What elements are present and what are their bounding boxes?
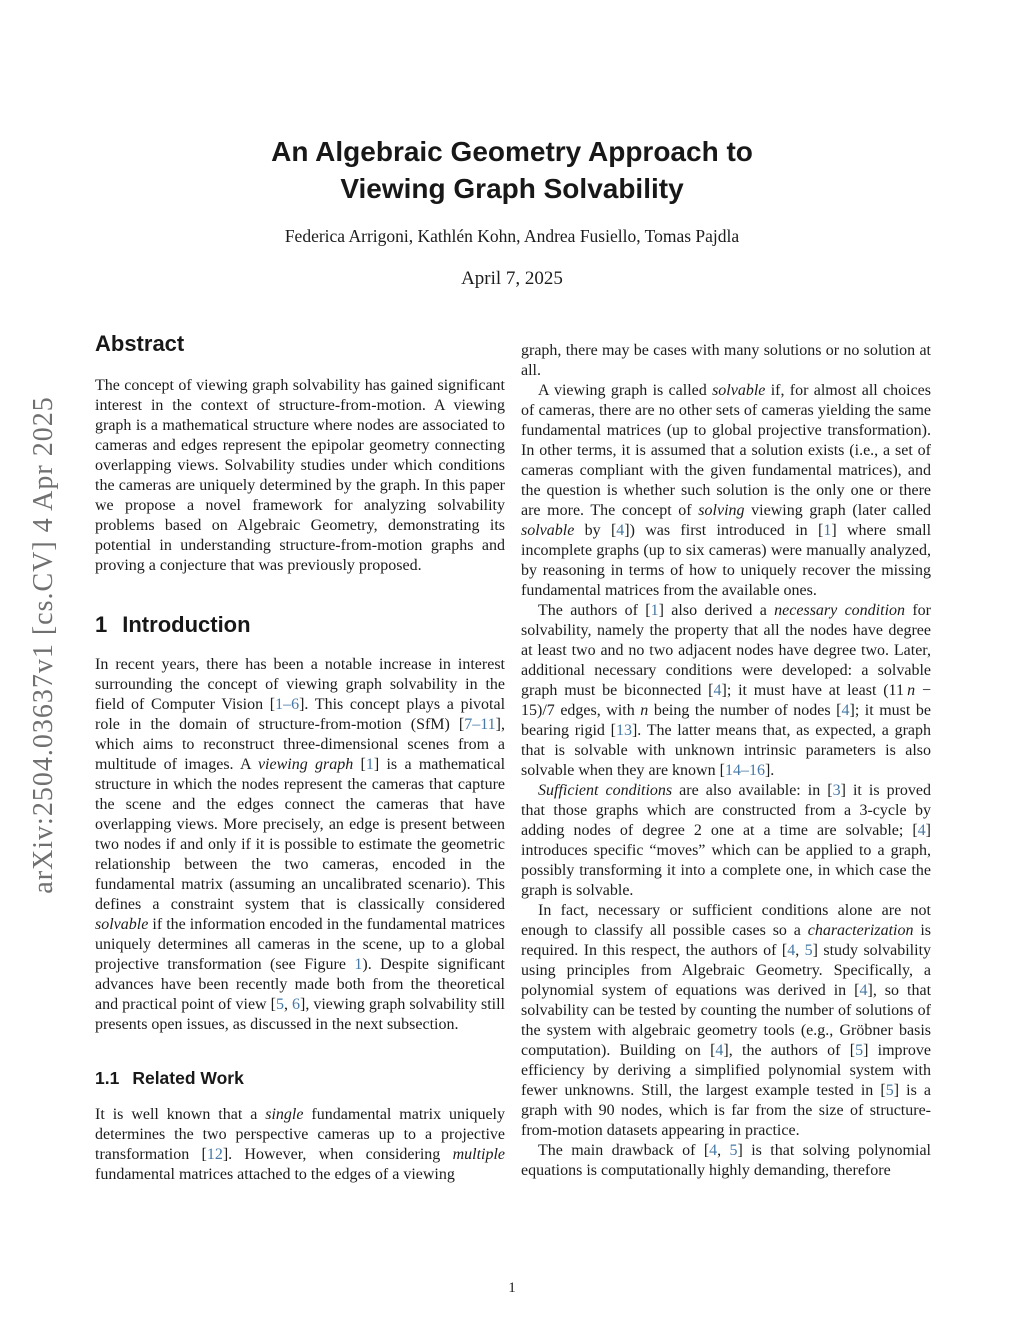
body-text: by [ — [574, 522, 617, 539]
body-text: ] introduces specific “moves” which can be applied to a graph, possibly transforming it into a complete one, in which case the graph is solvable. — [521, 822, 931, 899]
body-text: The main drawback of [ — [538, 1142, 710, 1159]
citation-link[interactable]: 4 — [616, 522, 625, 539]
paragraph — [521, 901, 931, 1141]
right-column — [521, 331, 931, 1185]
body-text: ] also derived a — [658, 602, 775, 619]
body-text: being the number of nodes [ — [648, 702, 842, 719]
two-column-body — [95, 331, 931, 1185]
paper-title — [0, 133, 1024, 207]
italic-text: solvable — [95, 916, 149, 933]
body-text: The concept of viewing graph solvability has gained significant interest in the context of structure-from-motion. A viewing graph is a mathematical structure where nodes are associated to cameras and edges represent the epipolar geometry connecting overlapping views. Solvability studies under which conditions the cameras are uniquely determined by the graph. In this paper we propose a novel framework for analyzing solvability problems based on Algebraic Geometry, demonstrating its potential in understanding structure-from-motion graphs and proving a conjecture that was previously proposed. — [95, 377, 505, 574]
body-text: fundamental matrices attached to the edges of a viewing — [95, 1166, 455, 1183]
paper-title-line-1: An Algebraic Geometry Approach to — [271, 136, 753, 167]
section-1-number: 1 — [95, 612, 108, 637]
section-1-1-title: Related Work — [132, 1068, 244, 1088]
italic-text: characterization — [807, 922, 914, 939]
citation-link[interactable]: 1 — [365, 756, 374, 773]
citation-link[interactable]: 1 — [354, 956, 363, 973]
introduction-paragraph — [95, 655, 505, 1035]
body-text: ). Despite significant advances have been recently made both from the theoretical and practical point of view [ — [95, 956, 505, 1013]
body-text: ] is that solving polynomial equations is computationally highly demanding, therefore — [521, 1142, 931, 1179]
citation-link[interactable]: 4 — [787, 942, 796, 959]
citation-link[interactable]: 4 — [859, 982, 868, 999]
body-text: ], so that solvability can be tested by counting the number of solutions of the system with algebraic geometry tools (e.g., Gröbner basis computation). Building on [ — [521, 982, 932, 1059]
body-text: − 15)/7 edges, with — [521, 682, 931, 719]
body-text: , — [283, 996, 292, 1013]
citation-link[interactable]: 4 — [841, 702, 850, 719]
body-text: ] is a graph with 90 nodes, which is far from the size of structure-from-motion datasets appearing in practice. — [521, 1082, 931, 1139]
body-text: [ — [353, 756, 366, 773]
italic-text: solvable — [521, 522, 575, 539]
body-text: if the information encoded in the fundamental matrices uniquely determines all cameras in the scene, up to a global projective transformation (see Figure — [95, 916, 505, 973]
citation-link[interactable]: 1–6 — [275, 696, 300, 713]
paragraph — [521, 381, 931, 601]
paragraph — [521, 601, 931, 781]
body-text: ], viewing graph solvability still presents open issues, as discussed in the next subsection. — [95, 996, 505, 1033]
citation-link[interactable]: 5 — [855, 1042, 864, 1059]
body-text: ]. This concept plays a pivotal role in the domain of structure-from-motion (SfM) [ — [95, 696, 506, 733]
body-text: , — [795, 942, 805, 959]
citation-link[interactable]: 5 — [885, 1082, 894, 1099]
citation-link[interactable]: 1 — [823, 522, 832, 539]
citation-link[interactable]: 13 — [615, 722, 632, 739]
body-text: fundamental matrix uniquely determines the two perspective cameras up to a projective transformation [ — [95, 1106, 505, 1163]
citation-link[interactable]: 4 — [709, 1142, 718, 1159]
citation-link[interactable]: 5 — [275, 996, 284, 1013]
citation-link[interactable]: 3 — [832, 782, 841, 799]
body-text: The authors of [ — [538, 602, 651, 619]
section-1-heading — [95, 612, 505, 638]
paragraph — [521, 341, 931, 381]
left-column — [95, 331, 505, 1185]
body-text: ] study solvability using principles from Algebraic Geometry. Specifically, a polynomial system of equations was derived in [ — [521, 942, 932, 999]
body-text: In recent years, there has been a notable increase in interest surrounding the concept of viewing graph solvability in the field of Computer Vision [ — [95, 656, 505, 713]
paper-authors: Federica Arrigoni, Kathlén Kohn, Andrea Fusiello, Tomas Pajdla — [284, 226, 740, 246]
italic-text: viewing graph — [257, 756, 354, 773]
paragraph — [521, 1141, 931, 1181]
body-text: viewing graph (later called — [744, 502, 932, 519]
citation-link[interactable]: 6 — [292, 996, 300, 1013]
citation-link[interactable]: 7–11 — [464, 716, 496, 733]
body-text: ]; it must have at least (11 — [721, 682, 908, 699]
italic-text: solving — [698, 502, 745, 519]
body-text: are also available: in [ — [672, 782, 833, 799]
citation-link[interactable]: 5 — [804, 942, 813, 959]
paper-title-line-2: Viewing Graph Solvability — [340, 173, 684, 204]
body-text: A viewing graph is called — [538, 382, 713, 399]
paper-date: April 7, 2025 — [461, 268, 563, 289]
citation-link[interactable]: 4 — [713, 682, 722, 699]
body-text: ]. — [764, 762, 775, 779]
body-text: is required. In this respect, the authors of [ — [521, 922, 932, 959]
italic-text: n — [640, 702, 649, 719]
citation-link[interactable]: 14–16 — [724, 762, 765, 779]
citation-link[interactable]: 12 — [206, 1146, 223, 1163]
italic-text: multiple — [452, 1146, 505, 1163]
body-text: ], the authors of [ — [723, 1042, 856, 1059]
body-text: graph, there may be cases with many solutions or no solution at all. — [521, 342, 931, 379]
body-text: It is well known that a — [95, 1106, 266, 1123]
body-text: ]) was first introduced in [ — [624, 522, 824, 539]
abstract-paragraph — [95, 376, 505, 576]
page-number: 1 — [508, 1280, 516, 1296]
paragraph — [521, 781, 931, 901]
section-1-1-heading — [95, 1068, 505, 1089]
citation-link[interactable]: 4 — [715, 1042, 724, 1059]
body-text: , — [717, 1142, 730, 1159]
section-1-1-number: 1.1 — [95, 1068, 120, 1088]
abstract-heading: Abstract — [95, 331, 185, 356]
body-text: ] is a mathematical structure in which the nodes represent the cameras that capture the scene and the edges connect the cameras that have overlapping views. More precisely, an edge is present between two nodes if and only if it is possible to estimate the geometric relationship between the two cameras, encoded in the fundamental matrix (assuming an uncalibrated scenario). This defines a constraint system that is classically considered — [95, 756, 506, 913]
body-text: ]. However, when considering — [222, 1146, 453, 1163]
body-text: ] it is proved that those graphs which are constructed from a 3-cycle by adding nodes of degree 2 one at a time are solvable; [ — [521, 782, 932, 839]
arxiv-watermark: arXiv:2504.03637v1 [cs.CV] 4 Apr 2025 — [28, 396, 59, 894]
italic-text: necessary condition — [774, 602, 906, 619]
italic-text: n — [907, 682, 916, 699]
citation-link[interactable]: 5 — [729, 1142, 738, 1159]
italic-text: single — [265, 1106, 304, 1123]
body-text: ] improve efficiency by deriving a simplified polynomial system with fewer unknowns. Still, the largest example tested in [ — [521, 1042, 931, 1099]
related-work-paragraph — [95, 1105, 505, 1185]
section-1-title: Introduction — [122, 612, 251, 637]
italic-text: Sufficient conditions — [538, 782, 673, 799]
body-text: ], which aims to reconstruct three-dimensional scenes from a multitude of images. A — [95, 716, 505, 773]
citation-link[interactable]: 4 — [917, 822, 926, 839]
citation-link[interactable]: 1 — [650, 602, 659, 619]
body-text: for solvability, namely the property that all the nodes have degree at least two and no two adjacent nodes have degree two. Later, additional necessary conditions were developed: a solvable graph must be biconnected [ — [521, 602, 932, 699]
body-text: if, for almost all choices of cameras, there are no other sets of cameras yielding the same fundamental matrices (up to global projective transformation). In other terms, it is assumed that a solution exists (i.e., a set of cameras compliant with the given fundamental matrices), and the question is whether such solution is the only one or there are more. The concept of — [521, 382, 932, 519]
body-text: In fact, necessary or sufficient conditions alone are not enough to classify all possible cases so a — [521, 902, 931, 939]
italic-text: solvable — [712, 382, 766, 399]
body-text: ]. The latter means that, as expected, a graph that is solvable with unknown intrinsic parameters is also solvable when they are known [ — [521, 722, 931, 779]
body-text: ] where small incomplete graphs (up to six cameras) were manually analyzed, by reasoning in terms of how to uniquely recover the missing fundamental matrices from the available ones. — [521, 522, 932, 599]
body-text: ]; it must be bearing rigid [ — [521, 702, 931, 739]
